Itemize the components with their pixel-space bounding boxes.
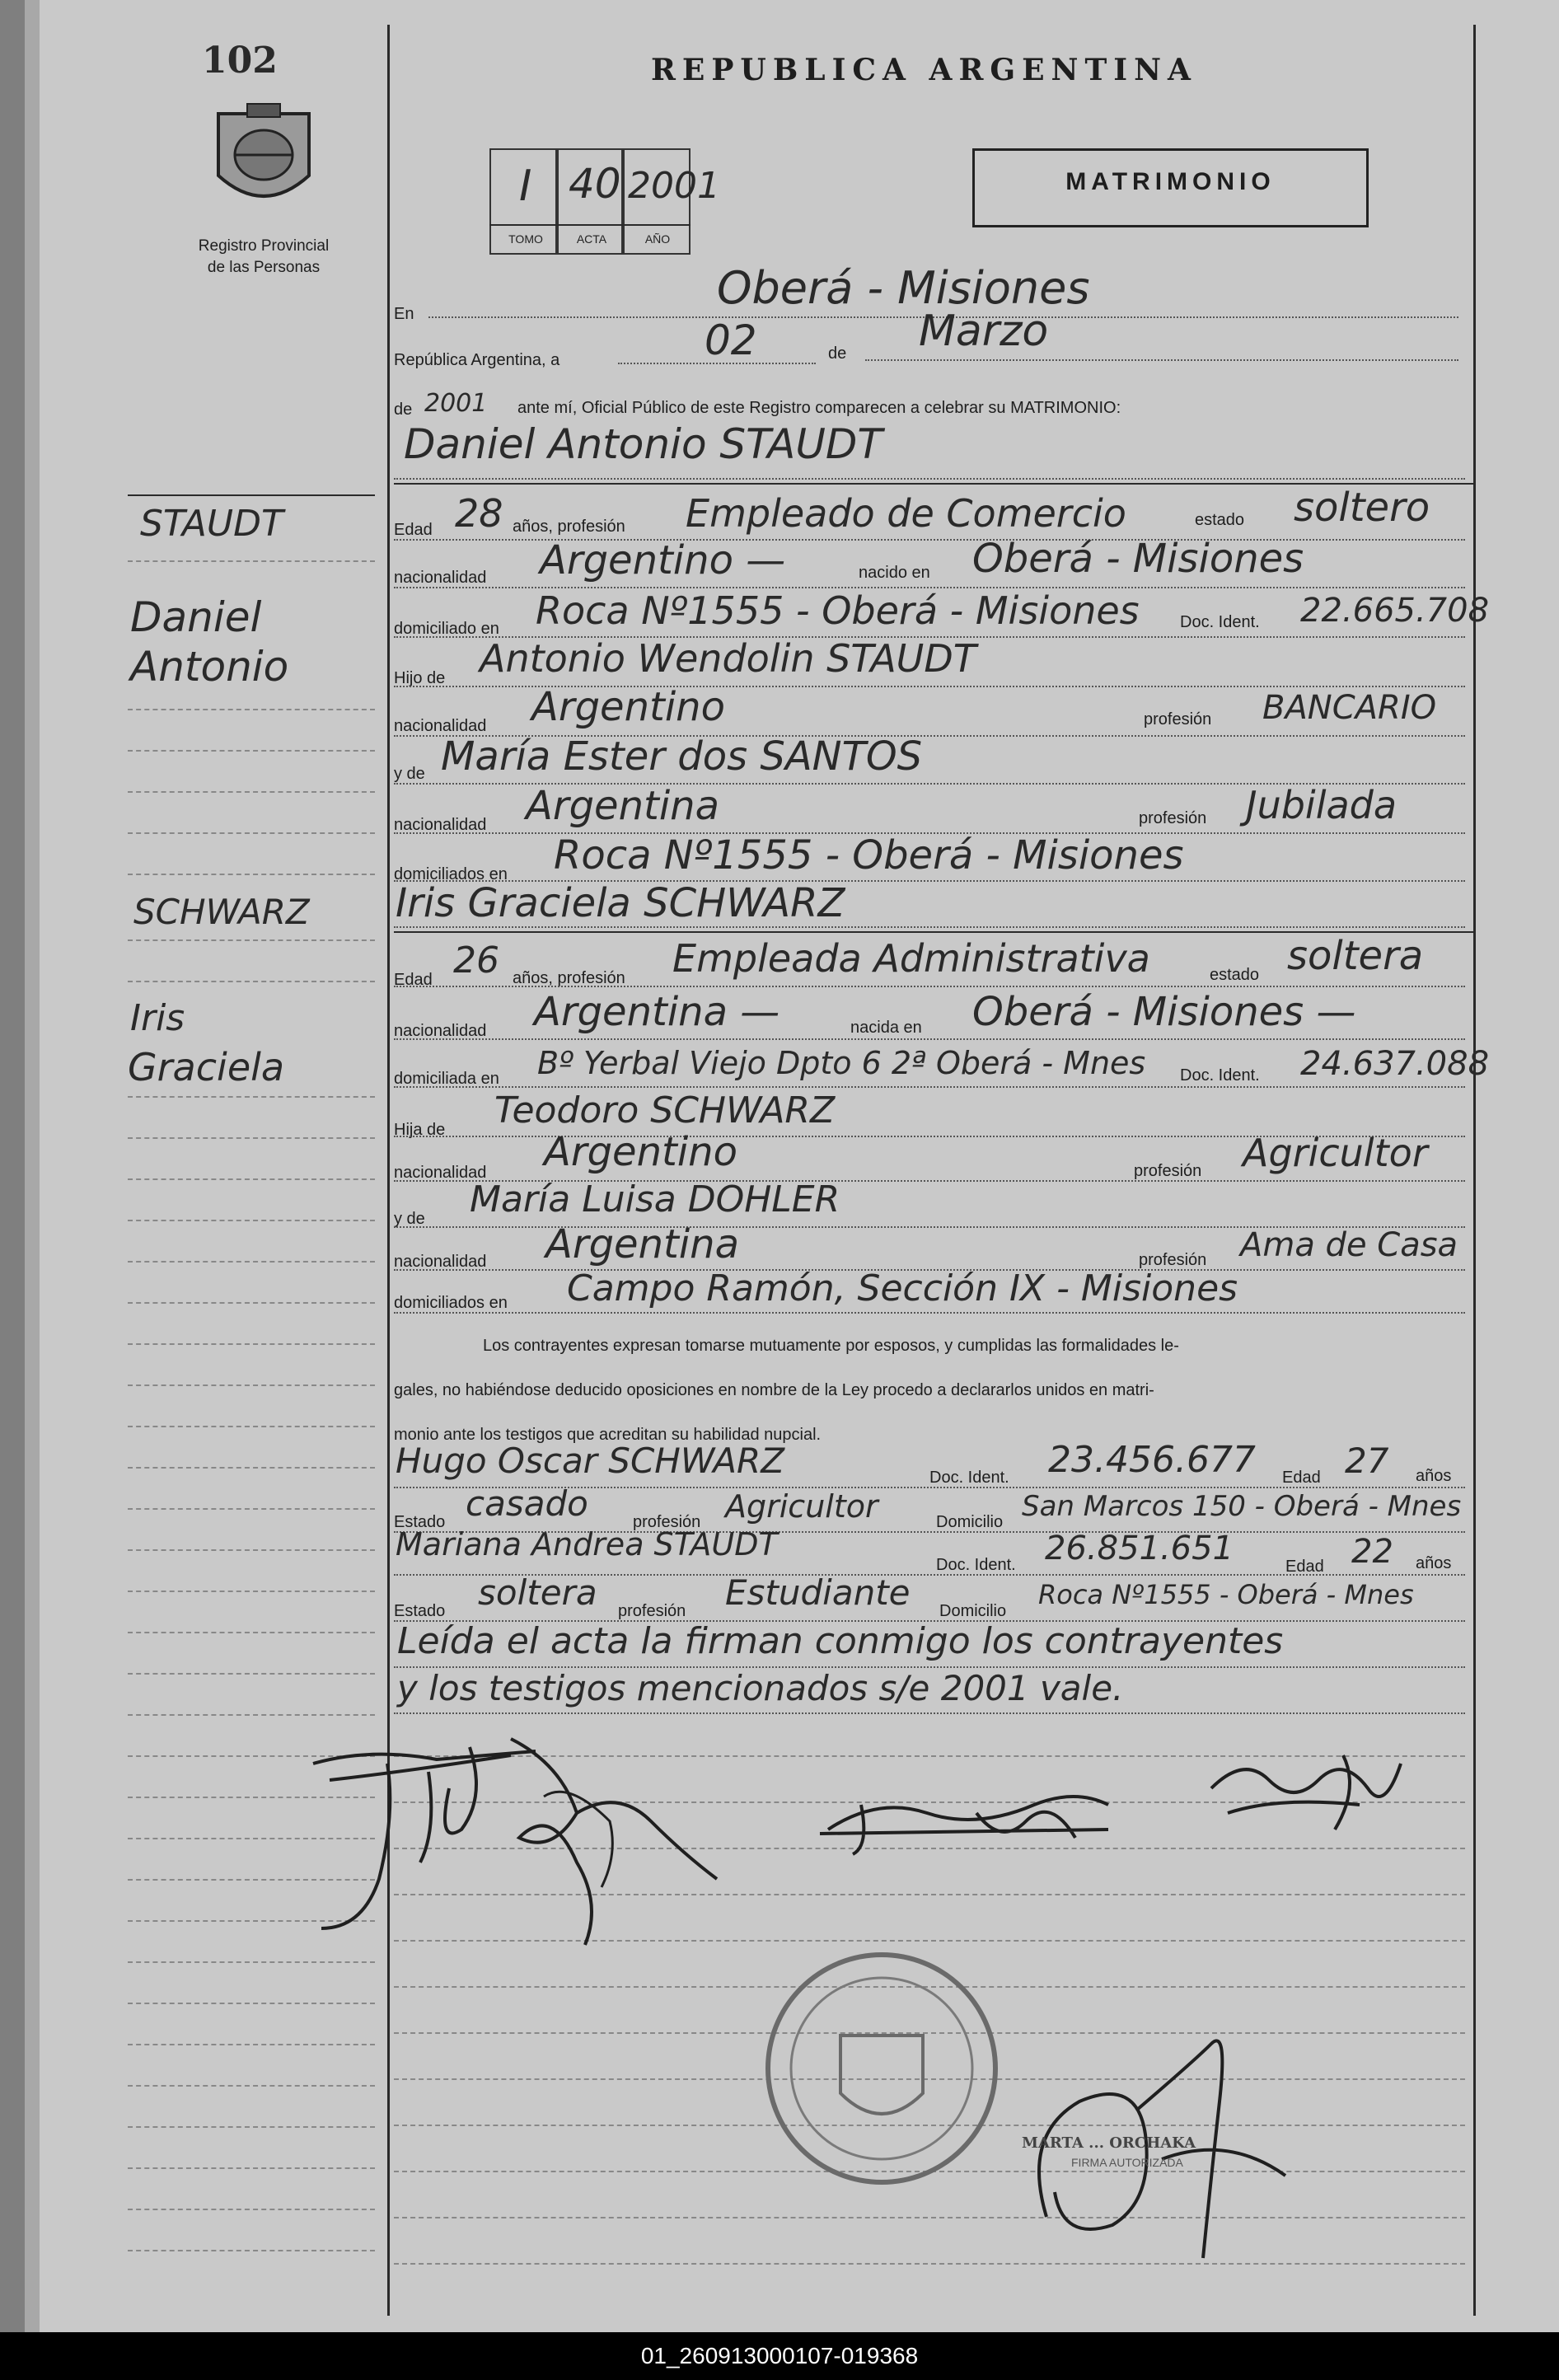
groom-madre-prof-label: profesión xyxy=(1139,809,1207,827)
year-line-text: ante mí, Oficial Público de este Registro comparecen a celebrar su MATRIMONIO: xyxy=(517,399,1121,417)
margin-ruled-line xyxy=(128,1384,375,1387)
witness2-profesion: Estudiante xyxy=(725,1572,911,1613)
bride-edad-label: Edad xyxy=(394,971,433,989)
place-value: Oberá - Misiones xyxy=(717,262,1090,314)
witness2-estado: soltera xyxy=(478,1572,597,1613)
groom-edad: 28 xyxy=(455,491,503,536)
groom-padre-nac: Argentino xyxy=(531,684,725,730)
bride-nacionalidad: Argentina — xyxy=(534,989,780,1035)
margin-ruled-line xyxy=(128,1302,375,1305)
margin-rule-groom xyxy=(128,494,375,496)
margin-rule xyxy=(387,25,390,2316)
bride-hija-label: Hija de xyxy=(394,1121,446,1139)
bride-nacida: Oberá - Misiones — xyxy=(972,989,1356,1035)
groom-padres-dom: Roca Nº1555 - Oberá - Misiones xyxy=(554,832,1184,878)
groom-padre-prof-label: profesión xyxy=(1144,710,1212,729)
bride-padre-prof: Agricultor xyxy=(1243,1131,1428,1175)
bride-nac-label: nacionalidad xyxy=(394,1022,487,1040)
declaration-line-2: gales, no habiéndose deducido oposiciones en nombre de la Ley procedo a declararlos unidos en matri- xyxy=(394,1381,1154,1399)
witness1-profesion: Agricultor xyxy=(725,1488,878,1525)
bride-domicilio: Bº Yerbal Viejo Dpto 6 2ª Oberá - Mnes xyxy=(537,1045,1146,1081)
groom-domicilio: Roca Nº1555 - Oberá - Misiones xyxy=(536,588,1140,633)
witness1-domicilio: San Marcos 150 - Oberá - Mnes xyxy=(1022,1490,1462,1523)
bride-doc-label: Doc. Ident. xyxy=(1180,1066,1260,1085)
folio-number: 102 xyxy=(202,40,278,82)
signature-bride xyxy=(812,1772,1125,1862)
margin-ruled-line xyxy=(128,1426,375,1428)
margin-ruled-line xyxy=(128,874,375,876)
closing-line-1: Leída el acta la firman conmigo los contrayentes xyxy=(397,1620,1284,1662)
witness1-edad: 27 xyxy=(1345,1441,1389,1481)
witness2-estado-label: Estado xyxy=(394,1602,446,1620)
witness2-domicilio: Roca Nº1555 - Oberá - Mnes xyxy=(1038,1579,1414,1610)
stamp-name: MARTA ... ORCHAKA xyxy=(1022,2134,1196,2152)
witness2-doc: 26.851.651 xyxy=(1045,1530,1234,1567)
bride-line-3 xyxy=(394,1086,1465,1088)
doc-type-title: MATRIMONIO xyxy=(1065,168,1276,195)
margin-ruled-line xyxy=(128,832,375,835)
groom-madre-prof: Jubilada xyxy=(1246,783,1397,827)
bride-madre-nac: Argentina xyxy=(545,1221,739,1267)
groom-estado-label: estado xyxy=(1195,511,1245,529)
registry-line-1: Registro Provincial xyxy=(198,237,330,255)
bride-nacida-label: nacida en xyxy=(850,1019,922,1037)
groom-hijo-label: Hijo de xyxy=(394,669,446,687)
bride-line-2 xyxy=(394,1038,1465,1040)
groom-nac-label: nacionalidad xyxy=(394,569,487,587)
margin-ruled-line xyxy=(128,1591,375,1593)
margin-ruled-line xyxy=(128,1178,375,1181)
groom-nacido-label: nacido en xyxy=(859,564,930,582)
ano-label: AÑO xyxy=(644,232,671,246)
witness2-name: Mariana Andrea STAUDT xyxy=(396,1526,778,1562)
signature-groom xyxy=(305,1714,733,1953)
ref-box-divider xyxy=(489,224,691,226)
tomo-value: I xyxy=(519,162,532,211)
bride-margin-given1: Iris xyxy=(130,997,185,1039)
groom-doc: 22.665.708 xyxy=(1300,592,1490,630)
groom-edad-label: Edad xyxy=(394,521,433,539)
groom-doc-label: Doc. Ident. xyxy=(1180,613,1260,631)
witness2-prof-label: profesión xyxy=(618,1602,686,1620)
bride-padre-nac: Argentino xyxy=(544,1129,737,1175)
groom-margin-given2: Antonio xyxy=(130,643,289,691)
witness1-estado-label: Estado xyxy=(394,1513,446,1531)
margin-ruled-line xyxy=(128,1549,375,1552)
witness1-anos-label: años xyxy=(1416,1467,1452,1485)
bride-margin-surname: SCHWARZ xyxy=(133,892,310,932)
groom-madre-nac: Argentina xyxy=(526,783,719,829)
margin-ruled-line xyxy=(128,1961,375,1964)
margin-ruled-line xyxy=(128,560,375,563)
date-month: Marzo xyxy=(919,307,1049,356)
book-binding xyxy=(0,0,25,2332)
date-day: 02 xyxy=(705,316,757,364)
groom-padre-nac-label: nacionalidad xyxy=(394,717,487,735)
margin-ruled-line xyxy=(128,2126,375,2129)
witness2-edad-label: Edad xyxy=(1285,1558,1324,1576)
bride-estado-label: estado xyxy=(1210,966,1260,984)
margin-ruled-line xyxy=(128,750,375,752)
groom-yde-label: y de xyxy=(394,765,425,783)
witness2-dom-label: Domicilio xyxy=(939,1602,1007,1620)
bride-margin-given2: Graciela xyxy=(128,1045,285,1089)
registry-line-2: de las Personas xyxy=(207,259,321,276)
bride-line-1 xyxy=(394,986,1465,987)
groom-name-line xyxy=(394,478,1465,480)
margin-ruled-line xyxy=(128,709,375,711)
margin-ruled-line xyxy=(128,1467,375,1469)
witness1-edad-label: Edad xyxy=(1282,1469,1321,1487)
margin-ruled-line xyxy=(128,981,375,983)
ano-value: 2001 xyxy=(628,165,720,207)
witness1-prof-label: profesión xyxy=(633,1513,701,1531)
margin-ruled-line xyxy=(128,1261,375,1263)
margin-ruled-line xyxy=(128,2209,375,2211)
margin-ruled-line xyxy=(128,1137,375,1140)
margin-ruled-line xyxy=(128,1632,375,1634)
bride-anos-prof-label: años, profesión xyxy=(513,969,625,987)
bride-padre-nac-label: nacionalidad xyxy=(394,1164,487,1182)
margin-ruled-line xyxy=(128,1673,375,1675)
margin-ruled-line xyxy=(128,791,375,794)
bride-yde-label: y de xyxy=(394,1210,425,1228)
witness2-doc-label: Doc. Ident. xyxy=(936,1556,1016,1574)
witness1-dom-label: Domicilio xyxy=(936,1513,1004,1531)
groom-dom-label: domiciliado en xyxy=(394,620,499,638)
bride-full-name: Iris Graciela SCHWARZ xyxy=(396,880,845,926)
margin-ruled-line xyxy=(128,1096,375,1099)
margin-ruled-line xyxy=(128,2085,375,2087)
groom-nacido: Oberá - Misiones xyxy=(972,536,1304,582)
tomo-label: TOMO xyxy=(508,232,543,246)
groom-estado: soltero xyxy=(1294,485,1430,531)
groom-margin-surname: STAUDT xyxy=(140,503,283,545)
bride-line-8 xyxy=(394,1312,1465,1314)
margin-ruled-line xyxy=(128,1343,375,1346)
right-rule xyxy=(1473,25,1476,2316)
witness2-anos-label: años xyxy=(1416,1554,1452,1572)
bride-doc: 24.637.088 xyxy=(1300,1045,1490,1083)
groom-profesion: Empleado de Comercio xyxy=(686,491,1126,536)
book-binding-edge xyxy=(25,0,40,2332)
footer-id: 01_260913000107-019368 xyxy=(0,2332,1559,2380)
acta-value: 40 xyxy=(569,160,621,208)
witness1-doc-label: Doc. Ident. xyxy=(929,1469,1009,1487)
margin-ruled-line xyxy=(128,2003,375,2005)
margin-ruled-line xyxy=(128,2044,375,2046)
bride-padres-dom-label: domiciliados en xyxy=(394,1294,508,1312)
groom-margin-given1: Daniel xyxy=(130,593,262,641)
witness1-doc: 23.456.677 xyxy=(1048,1439,1256,1481)
year-value: 2001 xyxy=(424,389,488,418)
en-label: En xyxy=(394,305,414,323)
margin-ruled-line xyxy=(128,1508,375,1511)
groom-madre: María Ester dos SANTOS xyxy=(441,733,923,780)
bride-name-line xyxy=(394,926,1465,928)
bride-madre: María Luisa DOHLER xyxy=(470,1178,840,1220)
groom-padre: Antonio Wendolin STAUDT xyxy=(480,636,976,681)
bride-madre-prof-label: profesión xyxy=(1139,1251,1207,1269)
acta-label: ACTA xyxy=(576,232,607,246)
margin-ruled-line xyxy=(128,1220,375,1222)
witness1-name: Hugo Oscar SCHWARZ xyxy=(396,1441,784,1481)
month-line xyxy=(865,359,1458,361)
groom-madre-nac-label: nacionalidad xyxy=(394,816,487,834)
declaration-line-1: Los contrayentes expresan tomarse mutuamente por esposos, y cumplidas las formalidades le- xyxy=(483,1337,1179,1355)
bride-padre: Teodoro SCHWARZ xyxy=(494,1089,836,1131)
declaration-line-3: monio ante los testigos que acreditan su habilidad nupcial. xyxy=(394,1426,822,1444)
coat-of-arms-icon xyxy=(202,97,325,221)
bride-edad: 26 xyxy=(453,939,499,982)
date-de-label: de xyxy=(828,344,847,363)
groom-full-name: Daniel Antonio STAUDT xyxy=(404,420,882,468)
margin-ruled-line xyxy=(128,2250,375,2252)
witness1-estado: casado xyxy=(466,1483,588,1524)
groom-padres-dom-label: domiciliados en xyxy=(394,865,508,883)
bride-madre-prof: Ama de Casa xyxy=(1240,1226,1458,1264)
bride-padres-dom: Campo Ramón, Sección IX - Misiones xyxy=(567,1267,1238,1309)
groom-padre-prof: BANCARIO xyxy=(1262,689,1437,727)
margin-ruled-line xyxy=(128,2167,375,2170)
margin-ruled-line xyxy=(128,939,375,942)
bride-dom-label: domiciliada en xyxy=(394,1070,499,1088)
witness2-edad: 22 xyxy=(1351,1533,1393,1571)
bride-estado: soltera xyxy=(1287,933,1424,979)
bride-padre-prof-label: profesión xyxy=(1134,1162,1202,1180)
date-prefix: República Argentina, a xyxy=(394,351,560,369)
year-de-label: de xyxy=(394,401,413,419)
bride-madre-nac-label: nacionalidad xyxy=(394,1253,487,1271)
country-title: REPUBLICA ARGENTINA xyxy=(651,53,1197,87)
bride-profesion: Empleada Administrativa xyxy=(672,936,1150,981)
stamp-subtitle: FIRMA AUTORIZADA xyxy=(1071,2156,1183,2169)
closing-line-2: y los testigos mencionados s/e 2001 vale. xyxy=(397,1668,1124,1708)
groom-nacionalidad: Argentino — xyxy=(540,537,786,583)
official-seal xyxy=(758,1945,1005,2192)
groom-anos-prof-label: años, profesión xyxy=(513,518,625,536)
signature-witness xyxy=(1195,1739,1409,1846)
